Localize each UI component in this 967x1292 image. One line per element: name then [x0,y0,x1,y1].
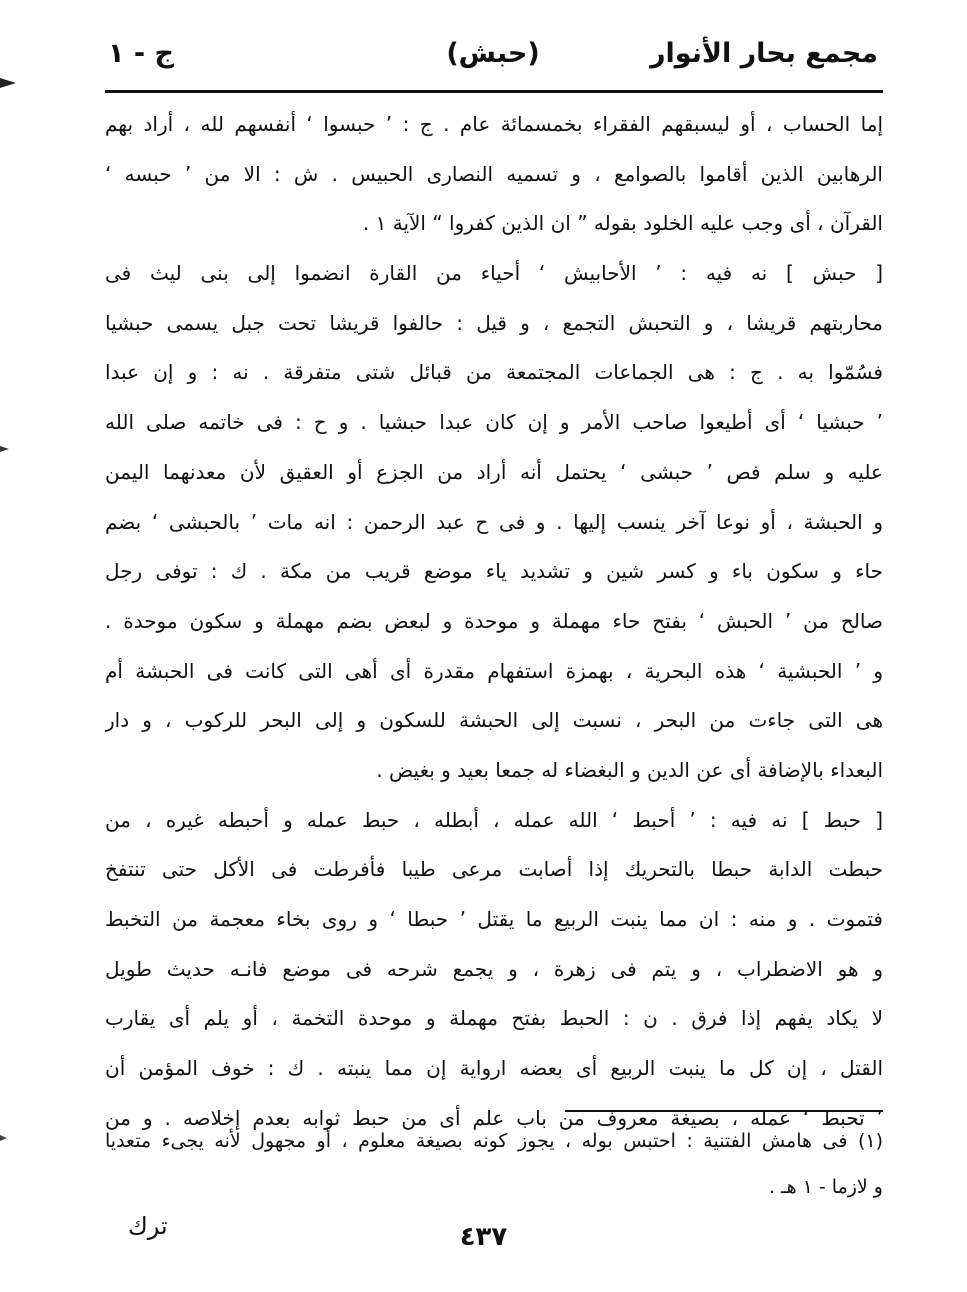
text-line: لا يكاد يفهم إذا فرق . ن : الحبط بفتح مهملة و موحدة التخمة ، أو يلم أى يقارب [105,1006,883,1031]
margin-mark [0,1135,7,1141]
text-line: ’ تحبط ‘ عمله ، بصيغة معروف من باب علم أى من حبط ثوابه بعدم إخلاصه . و من [105,1105,883,1130]
text-line: عليه و سلم فص ’ حبشى ‘ يحتمل أنه أراد من الجزع أو العقيق لأن معدنهما اليمن [105,459,883,484]
book-title: مجمع بحار الأنوار [649,38,878,69]
text-line: إما الحساب ، أو ليسبقهم الفقراء بخمسمائة عام . ج : ’ حبسوا ‘ أنفسهم لله ، أراد بهم [105,112,883,136]
text-line: محاربتهم قريشا ، و التحبش التجمع ، و قيل : حالفوا قريشا تحت جبل يسمى حبشيا [105,310,883,335]
text-line: صالح من ’ الحبش ‘ بفتح حاء مهملة و موحدة و لبعض بضم مهملة و سكون موحدة . [105,608,883,633]
header-rule [105,90,883,93]
text-line: و ’ الحبشية ‘ هذه البحرية ، بهمزة استفهام مقدرة أى أهى التى كانت فى الحبشة أم [105,658,883,683]
running-header [108,38,878,90]
volume-label: ج - ١ [108,38,174,69]
text-line: حبطت الدابة حبطا بالتحريك إذا أصابت مرعى طيبا فأفرطت فى الأكل حتى تنتفخ [105,857,883,882]
text-line: الرهابين الذين أقاموا بالصوامع ، و تسميه النصارى الحبيس . ش : الا من ’ حبسه ‘ [105,161,883,186]
text-line: هى التى جاءت من البحر ، نسبت إلى الحبشة للسكون و إلى البحر للركوب ، و دار [105,708,883,733]
entry-word-heading: (حبش) [446,38,540,69]
footnote-line: (١) فى هامش الفتنية : احتبس بوله ، يجوز كونه بصيغة معلوم ، أو مجهول لأنه يجىء متعديا [105,1130,883,1152]
catchword: ترك [128,1212,168,1240]
margin-mark [0,78,16,88]
text-line: و هو الاضطراب ، و يتم فى زهرة ، و يجمع شرحه فى موضع فانـه حديث طويل [105,956,883,981]
margin-mark [0,446,9,452]
footnote [105,1118,883,1210]
text-line: ’ حبشيا ‘ أى أطيعوا صاحب الأمر و إن كان عبدا حبشيا . و ح : فى خاتمه صلى الله [105,410,883,435]
text-line: فسُمّوا به . ج : هى الجماعات المجتمعة من قبائل شتى متفرقة . نه : و إن عبدا [105,360,883,385]
entry-heading-line: [ حبط ] نه فيه : ’ أحبط ‘ الله عمله ، أبطله ، حبط عمله و أحبطه غيره ، من [105,807,883,832]
main-text [105,100,883,1143]
footnote-line: و لازما - ١ هـ . [768,1176,883,1198]
page-number: ٤٣٧ [459,1222,508,1252]
text-line: فتموت . و منه : ان مما ينبت الربيع ما يقتل ’ حبطا ‘ و روى بخاء معجمة من التخبط [105,907,883,931]
entry-heading-line: [ حبش ] نه فيه : ’ الأحابيش ‘ أحياء من القارة انضموا إلى بنى ليث فى [105,261,883,286]
footnote-rule [565,1110,883,1112]
text-line: حاء و سكون باء و كسر شين و تشديد ياء موضع قريب من مكة . ك : توفى رجل [105,559,883,584]
text-line: و الحبشة ، أو نوعا آخر ينسب إليها . و فى ح عبد الرحمن : انه مات ’ بالحبشى ‘ بضم [105,509,883,534]
text-line: البعداء بالإضافة أى عن الدين و البغضاء له جمعا بعيد و بغيض . [376,757,883,782]
text-line: القتل ، إن كل ما ينبت الربيع أى بعضه ارواية إن مما ينبته . ك : خوف المؤمن أن [105,1056,883,1081]
text-line: القرآن ، أى وجب عليه الخلود بقوله ” ان الذين كفروا “ الآية ١ . [362,211,883,236]
